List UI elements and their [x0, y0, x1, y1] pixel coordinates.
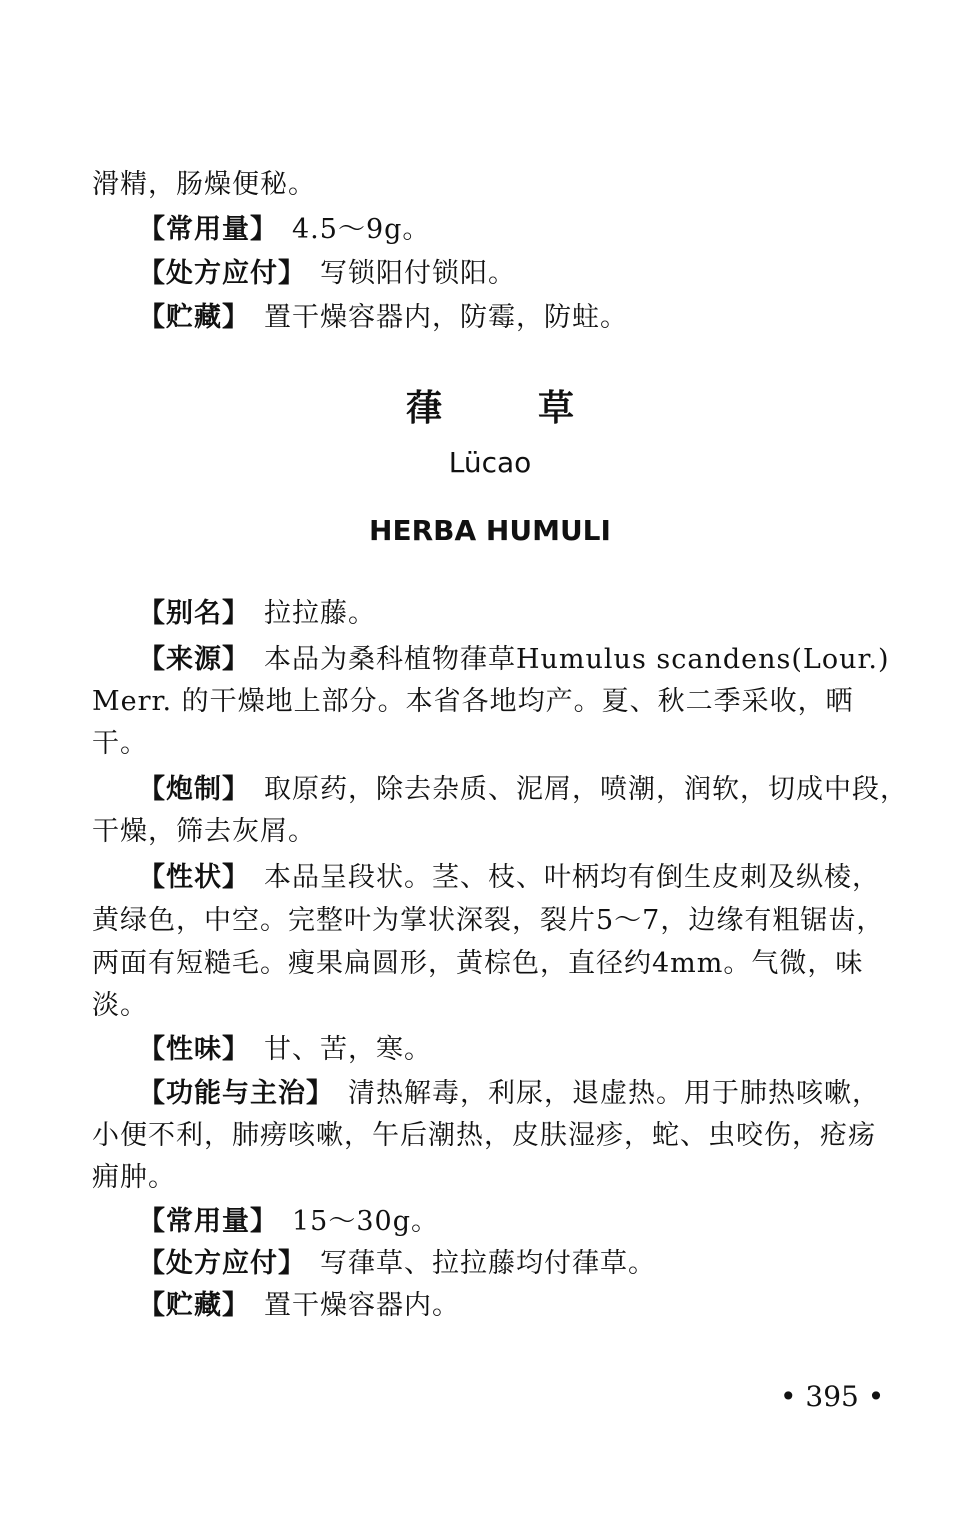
- entry-title-latin: HERBA HUMULI: [369, 514, 611, 547]
- processing-section: [138, 768, 930, 811]
- processing-label: 【炮制】: [138, 774, 250, 805]
- dosage-section: [138, 1200, 930, 1243]
- storage-text: 置干燥容器内。: [264, 1290, 460, 1321]
- description-section: [138, 856, 930, 899]
- description-label: 【性状】: [138, 862, 250, 893]
- alias-text: 拉拉藤。: [264, 598, 376, 629]
- entry-title-cn: 葎草: [405, 388, 670, 429]
- prev-prescription-text: 写锁阳付锁阳。: [320, 258, 516, 289]
- alias-label: 【别名】: [138, 598, 250, 629]
- description-line-2: 黄绿色，中空。完整叶为掌状深裂，裂片5～7，边缘有粗锯齿，: [92, 905, 885, 936]
- function-line-1: 清热解毒，利尿，退虚热。用于肺热咳嗽，: [348, 1078, 880, 1109]
- description-line-1: 本品呈段状。茎、枝、叶柄均有倒生皮刺及纵棱，: [264, 862, 880, 893]
- prev-entry-tail: 滑精，肠燥便秘。: [92, 169, 316, 200]
- prev-dosage-label: 【常用量】: [138, 214, 278, 245]
- prev-dosage: [138, 208, 930, 251]
- alias-section: [138, 592, 930, 635]
- dosage-text: 15～30g。: [292, 1206, 439, 1237]
- source-line-2: Merr. 的干燥地上部分。本省各地均产。夏、秋二季采收，晒: [92, 686, 854, 717]
- source-label: 【来源】: [138, 644, 250, 675]
- prev-storage-text: 置干燥容器内，防霉，防蛀。: [264, 302, 628, 333]
- description-line-3: 两面有短糙毛。瘦果扁圆形，黄棕色，直径约4mm。气微，味: [92, 948, 864, 979]
- prescription-label: 【处方应付】: [138, 1248, 306, 1279]
- entry-title-pinyin: Lücao: [448, 446, 532, 479]
- source-line-3: 干。: [92, 728, 148, 759]
- source-line-1: 本品为桑科植物葎草Humulus scandens(Lour.): [264, 644, 890, 675]
- processing-line-1: 取原药，除去杂质、泥屑，喷潮，润软，切成中段，: [264, 774, 908, 805]
- source-section: [138, 638, 930, 681]
- storage-section: [138, 1284, 930, 1327]
- page-number: • 395 •: [780, 1380, 885, 1413]
- prev-storage-label: 【贮藏】: [138, 302, 250, 333]
- nature-label: 【性味】: [138, 1034, 250, 1065]
- dosage-label: 【常用量】: [138, 1206, 278, 1237]
- prev-dosage-text: 4.5～9g。: [292, 214, 431, 245]
- prev-prescription-label: 【处方应付】: [138, 258, 306, 289]
- nature-text: 甘、苦，寒。: [264, 1034, 432, 1065]
- prev-prescription: [138, 252, 930, 295]
- function-line-2: 小便不利，肺痨咳嗽，午后潮热，皮肤湿疹，蛇、虫咬伤，疮疡: [92, 1120, 876, 1151]
- prescription-text: 写葎草、拉拉藤均付葎草。: [320, 1248, 656, 1279]
- prescription-section: [138, 1242, 930, 1285]
- function-label: 【功能与主治】: [138, 1078, 334, 1109]
- description-line-4: 淡。: [92, 990, 148, 1021]
- prev-storage: [138, 296, 930, 339]
- processing-line-2: 干燥，筛去灰屑。: [92, 816, 316, 847]
- function-section: [138, 1072, 930, 1115]
- function-line-3: 痈肿。: [92, 1162, 176, 1193]
- storage-label: 【贮藏】: [138, 1290, 250, 1321]
- nature-section: [138, 1028, 930, 1071]
